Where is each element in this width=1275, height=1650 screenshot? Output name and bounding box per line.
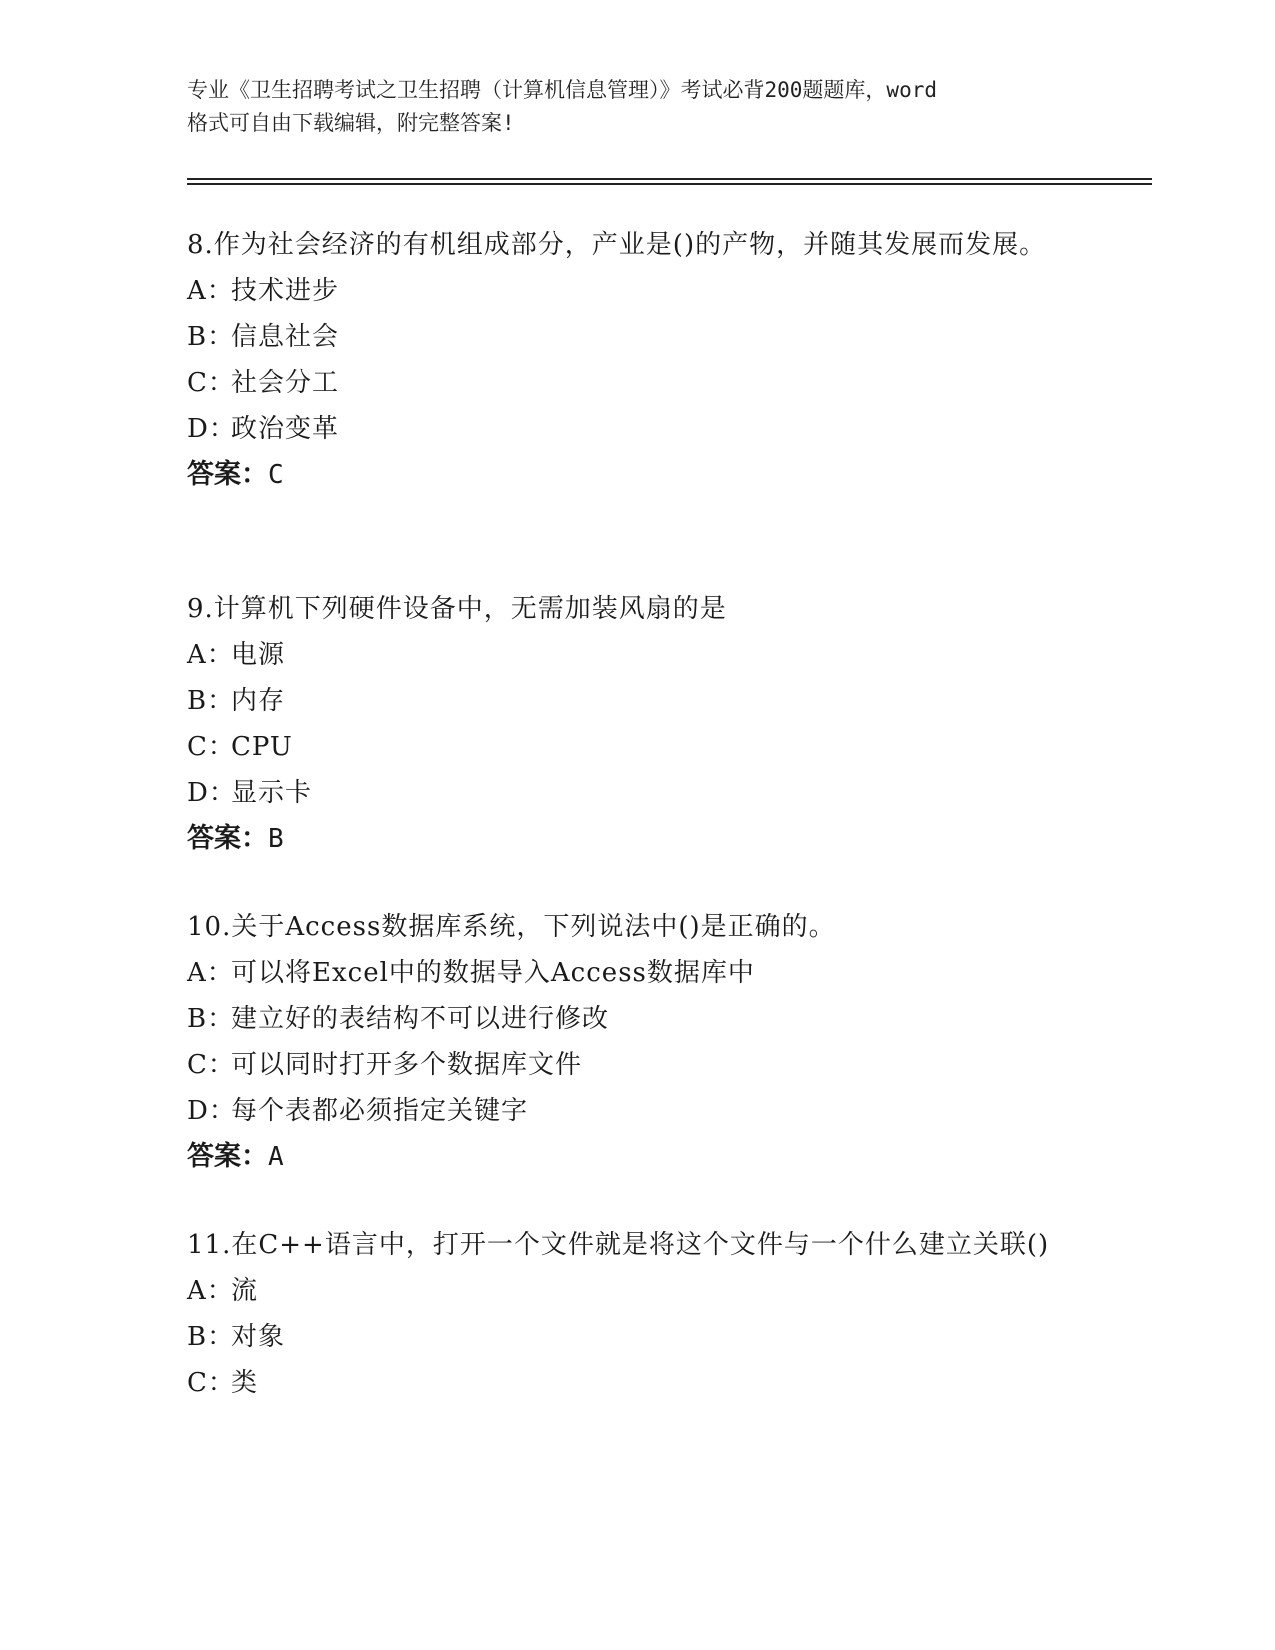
- option-d: [187, 406, 1087, 452]
- option-text: 技术进步: [231, 276, 340, 306]
- question-stem: 9.计算机下列硬件设备中，无需加装风扇的是: [187, 594, 727, 624]
- option-b: [187, 314, 1087, 360]
- option-text: 对象: [231, 1322, 286, 1352]
- option-text: 流: [231, 1276, 259, 1306]
- answer-value: C: [268, 460, 284, 490]
- answer-label: 答案：: [187, 459, 268, 490]
- option-text: CPU: [231, 732, 293, 762]
- option-d: [187, 770, 1087, 816]
- answer-line: [187, 1134, 1087, 1180]
- option-c: [187, 1042, 1087, 1088]
- option-key: A：: [187, 958, 234, 988]
- header-divider-top: [187, 178, 1152, 180]
- option-c: [187, 1360, 1087, 1406]
- option-a: [187, 1268, 1087, 1314]
- option-text: 社会分工: [231, 368, 340, 398]
- option-text: 内存: [231, 686, 286, 716]
- question-8: [187, 222, 1087, 498]
- question-9: [187, 586, 1087, 862]
- option-key: D：: [187, 778, 236, 808]
- option-key: C：: [187, 1368, 235, 1398]
- answer-line: [187, 452, 1087, 498]
- answer-label: 答案：: [187, 1141, 268, 1172]
- option-key: A：: [187, 640, 234, 670]
- option-d: [187, 1088, 1087, 1134]
- answer-line: [187, 816, 1087, 862]
- question-10: [187, 904, 1087, 1180]
- option-c: [187, 360, 1087, 406]
- header-divider-bottom: [187, 183, 1152, 185]
- option-b: [187, 996, 1087, 1042]
- option-key: B：: [187, 686, 235, 716]
- option-key: C：: [187, 368, 235, 398]
- answer-value: B: [268, 824, 284, 854]
- option-key: B：: [187, 1004, 235, 1034]
- option-key: C：: [187, 1050, 235, 1080]
- option-text: 每个表都必须指定关键字: [231, 1096, 529, 1126]
- question-stem: 10.关于Access数据库系统，下列说法中()是正确的。: [187, 912, 836, 942]
- option-a: [187, 950, 1087, 996]
- header-line-1: 专业《卫生招聘考试之卫生招聘（计算机信息管理）》考试必背200题题库，word: [187, 78, 937, 102]
- option-c: [187, 724, 1087, 770]
- question-stem: 11.在C++语言中，打开一个文件就是将这个文件与一个什么建立关联(): [187, 1230, 1050, 1260]
- option-key: B：: [187, 1322, 235, 1352]
- option-text: 可以同时打开多个数据库文件: [231, 1050, 583, 1080]
- document-header: [187, 74, 1087, 140]
- option-key: B：: [187, 322, 235, 352]
- option-a: [187, 268, 1087, 314]
- option-key: A：: [187, 276, 234, 306]
- option-text: 电源: [231, 640, 286, 670]
- option-text: 类: [231, 1368, 259, 1398]
- option-text: 可以将Excel中的数据导入Access数据库中: [231, 958, 755, 988]
- option-key: C：: [187, 732, 235, 762]
- option-text: 政治变革: [231, 414, 340, 444]
- answer-label: 答案：: [187, 823, 268, 854]
- option-key: D：: [187, 414, 236, 444]
- option-text: 显示卡: [231, 778, 313, 808]
- option-key: A：: [187, 1276, 234, 1306]
- question-11: [187, 1222, 1087, 1406]
- option-b: [187, 678, 1087, 724]
- option-a: [187, 632, 1087, 678]
- header-line-2: 格式可自由下载编辑，附完整答案!: [187, 111, 515, 135]
- question-stem: 8.作为社会经济的有机组成部分，产业是()的产物，并随其发展而发展。: [187, 230, 1047, 260]
- option-text: 信息社会: [231, 322, 340, 352]
- option-b: [187, 1314, 1087, 1360]
- answer-value: A: [268, 1142, 284, 1172]
- option-key: D：: [187, 1096, 236, 1126]
- option-text: 建立好的表结构不可以进行修改: [231, 1004, 610, 1034]
